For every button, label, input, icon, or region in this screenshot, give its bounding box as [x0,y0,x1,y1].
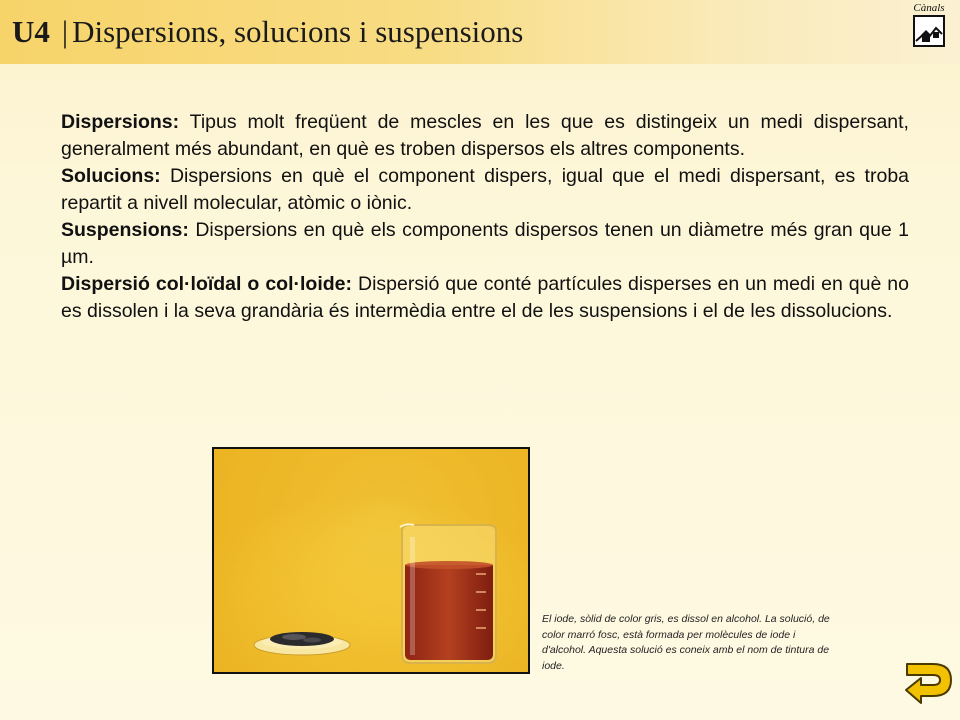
definition-text: Tipus molt freqüent de mescles en les que es distingeix un medi dispersant, generalment més abundant, en què es troben dispersos els altres components. [61,111,909,160]
definition-term: Solucions: [61,165,161,187]
unit-label: U4 [12,14,50,49]
iodine-solution [405,565,493,660]
title-text: Dispersions, solucions i suspensions [72,14,524,49]
figure-caption [542,612,842,674]
definition-text: Dispersions en què el component dispers, igual que el medi dispersant, es troba repartit a nivell molecular, atòmic o iònic. [61,165,910,214]
caption-text: El iode, sòlid de color gris, es dissol en alcohol. La solució, de color marró fosc, està formada per molècules de iode i d'alcohol. Aquesta solució es coneix amb el nom de tintura de iode. [542,613,830,672]
iodine-tincture-photo [212,447,530,674]
definition-text: Dispersions en què els components dispersos tenen un diàmetre més gran que 1 µm. [61,219,909,268]
title-bar [0,0,960,64]
house-logo-icon [913,15,945,47]
beaker [400,524,496,663]
photo-illustration [214,449,528,672]
definition-term: Suspensions: [61,219,189,241]
definition-text: Dispersió que conté partícules disperses en un medi en què no es dissolen i la seva grandària és intermèdia entre el de les suspensions i el de les dissolucions. [61,273,910,322]
page-title [12,13,523,51]
definitions-text [61,109,909,325]
logo-text: Cànals [913,2,945,14]
definition-term: Dispersió col·loïdal o col·loide: [61,273,353,295]
definition-dispersions [61,109,909,163]
definition-suspensions [61,217,909,271]
definition-solucions [61,163,909,217]
next-slide-button[interactable] [903,656,955,706]
title-separator: | [61,14,69,49]
curved-arrow-next-icon [903,656,955,706]
definition-colloide [61,271,909,325]
definition-term: Dispersions: [61,111,180,133]
canals-logo[interactable] [908,2,950,52]
